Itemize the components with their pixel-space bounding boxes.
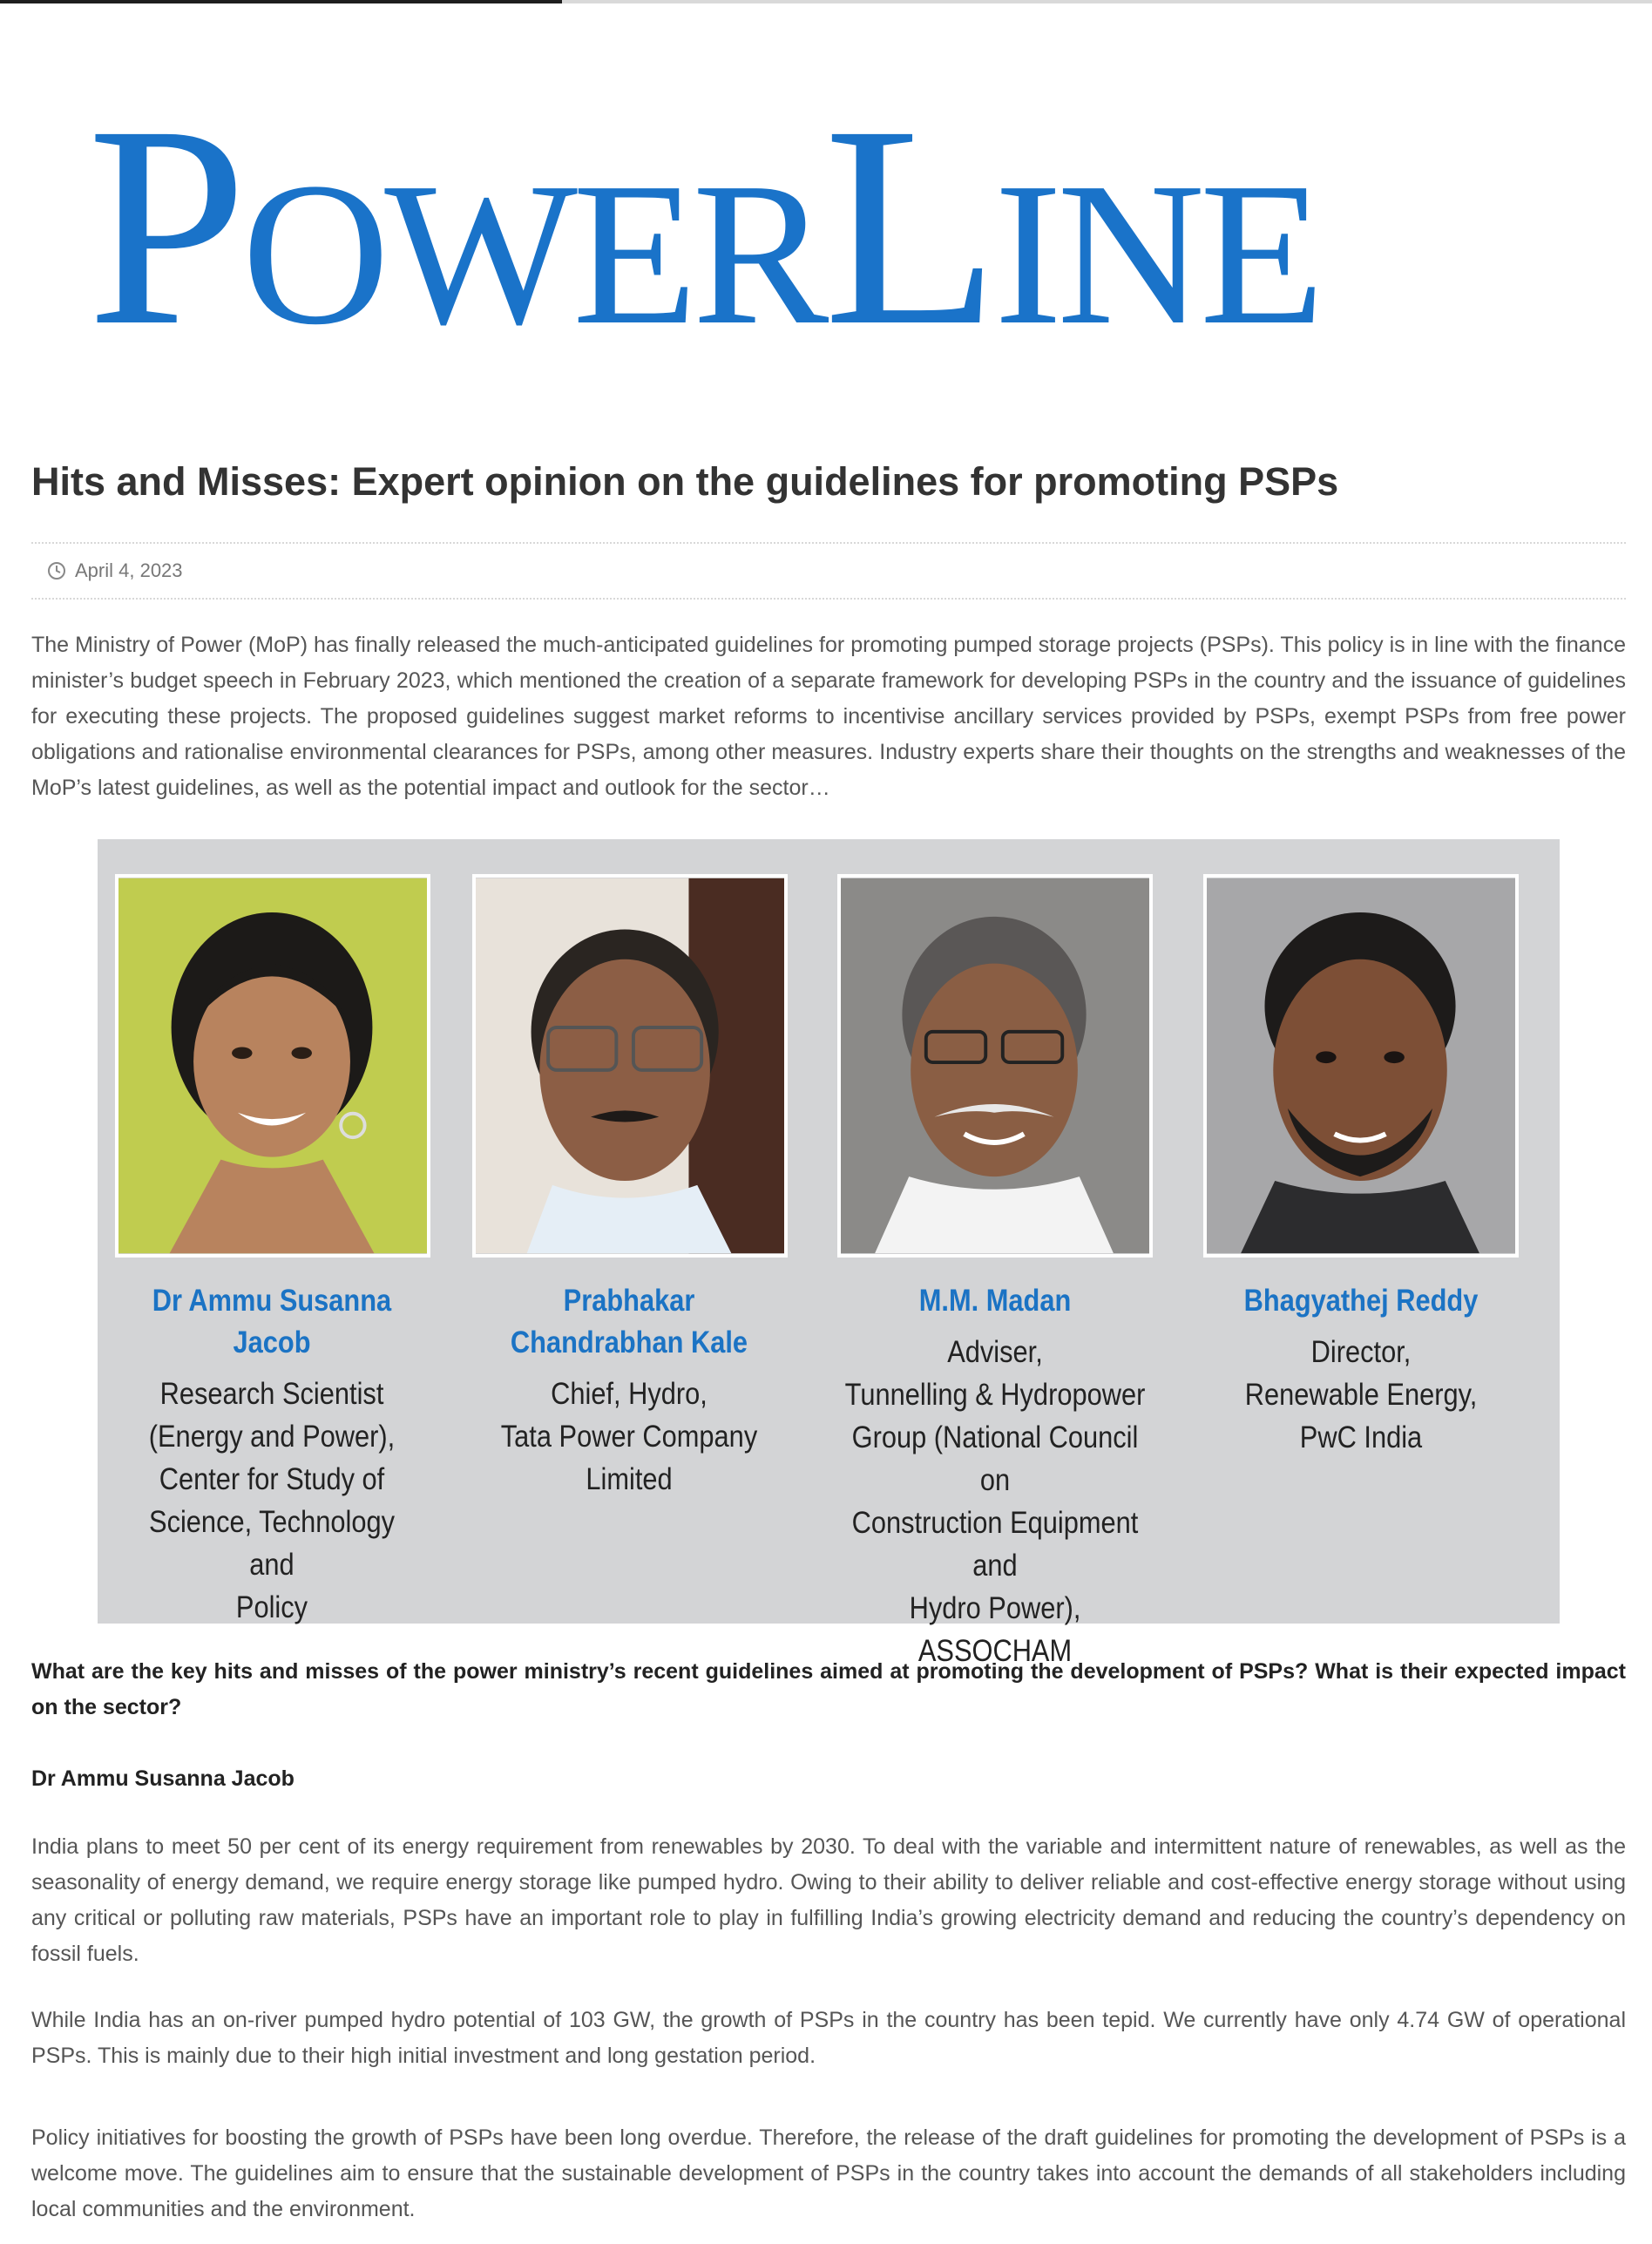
expert-role: Chief, Hydro, Tata Power Company Limited	[500, 1377, 758, 1496]
article-meta	[31, 542, 1626, 600]
expert-name: Prabhakar Chandrabhan Kale	[510, 1284, 748, 1359]
answer-paragraph: While India has an on-river pumped hydro potential of 103 GW, the growth of PSPs in the country has been tepid. We currently have only 4.74 GW of operational PSPs. This is mainly due to their high initial investment and long gestation period.	[31, 2008, 1626, 2068]
expert-card-jacob	[115, 874, 429, 1629]
expert-role: Adviser, Tunnelling & Hydropower Group (National Council on Construction Equipment and Hydro Power), ASSOCHAM	[844, 1335, 1146, 1668]
clock-icon	[47, 561, 66, 580]
expert-card-kale	[472, 874, 786, 1501]
publish-date: April 4, 2023	[75, 559, 183, 581]
article-title: Hits and Misses: Expert opinion on the guidelines for promoting PSPs	[31, 459, 1339, 504]
expert-name: M.M. Madan	[918, 1284, 1072, 1318]
expert-photo-kale	[472, 874, 788, 1258]
expert-photo-jacob	[115, 874, 430, 1258]
top-progress-fill	[0, 0, 562, 3]
expert-name: Dr Ammu Susanna Jacob	[152, 1284, 392, 1359]
expert-card-madan	[816, 874, 1174, 1672]
expert-name: Bhagyathej Reddy	[1243, 1284, 1479, 1318]
answer-paragraph: Policy initiatives for boosting the growth of PSPs have been long overdue. Therefore, the release of the draft guidelines for promoting the development of PSPs is a welcome move. The guidelines aim to ensure that the sustainable development of PSPs in the country takes into account the demands of all stakeholders including local communities and the environment.	[31, 2125, 1626, 2221]
respondent-name: Dr Ammu Susanna Jacob	[31, 1766, 295, 1791]
expert-card-reddy	[1187, 874, 1535, 1459]
interview-question: What are the key hits and misses of the power ministry’s recent guidelines aimed at promoting the development of PSPs? What is their expected impact on the sector?	[31, 1659, 1626, 1719]
expert-photo-reddy	[1203, 874, 1519, 1258]
expert-role: Research Scientist (Energy and Power), Center for Study of Science, Technology and Policy	[148, 1377, 396, 1624]
article-intro: The Ministry of Power (MoP) has finally released the much-anticipated guidelines for promoting pumped storage projects (PSPs). This policy is in line with the finance minister’s budget speech in February 2023, which mentioned the creation of a separate framework for developing PSPs in the country and the issuance of guidelines for executing these projects. The proposed guidelines suggest market reforms to incentivise ancillary services provided by PSPs, exempt PSPs from free power obligations and rationalise environmental clearances for PSPs, among other measures. Industry experts share their thoughts on the strengths and weaknesses of the MoP’s latest guidelines, as well as the potential impact and outlook for the sector…	[31, 633, 1626, 800]
powerline-logo[interactable]: POWERLINE	[87, 67, 1320, 385]
experts-panel	[98, 839, 1560, 1668]
expert-role: Director, Renewable Energy, PwC India	[1244, 1335, 1478, 1454]
expert-photo-madan	[837, 874, 1153, 1258]
answer-paragraph: India plans to meet 50 per cent of its energy requirement from renewables by 2030. To deal with the variable and intermittent nature of renewables, as well as the seasonality of energy demand, we require energy storage like pumped hydro. Owing to their ability to deliver reliable and cost-effective energy storage without using any critical or polluting raw materials, PSPs have an important role to play in fulfilling India’s growing electricity demand and reducing the country’s dependency on fossil fuels.	[31, 1834, 1626, 1966]
